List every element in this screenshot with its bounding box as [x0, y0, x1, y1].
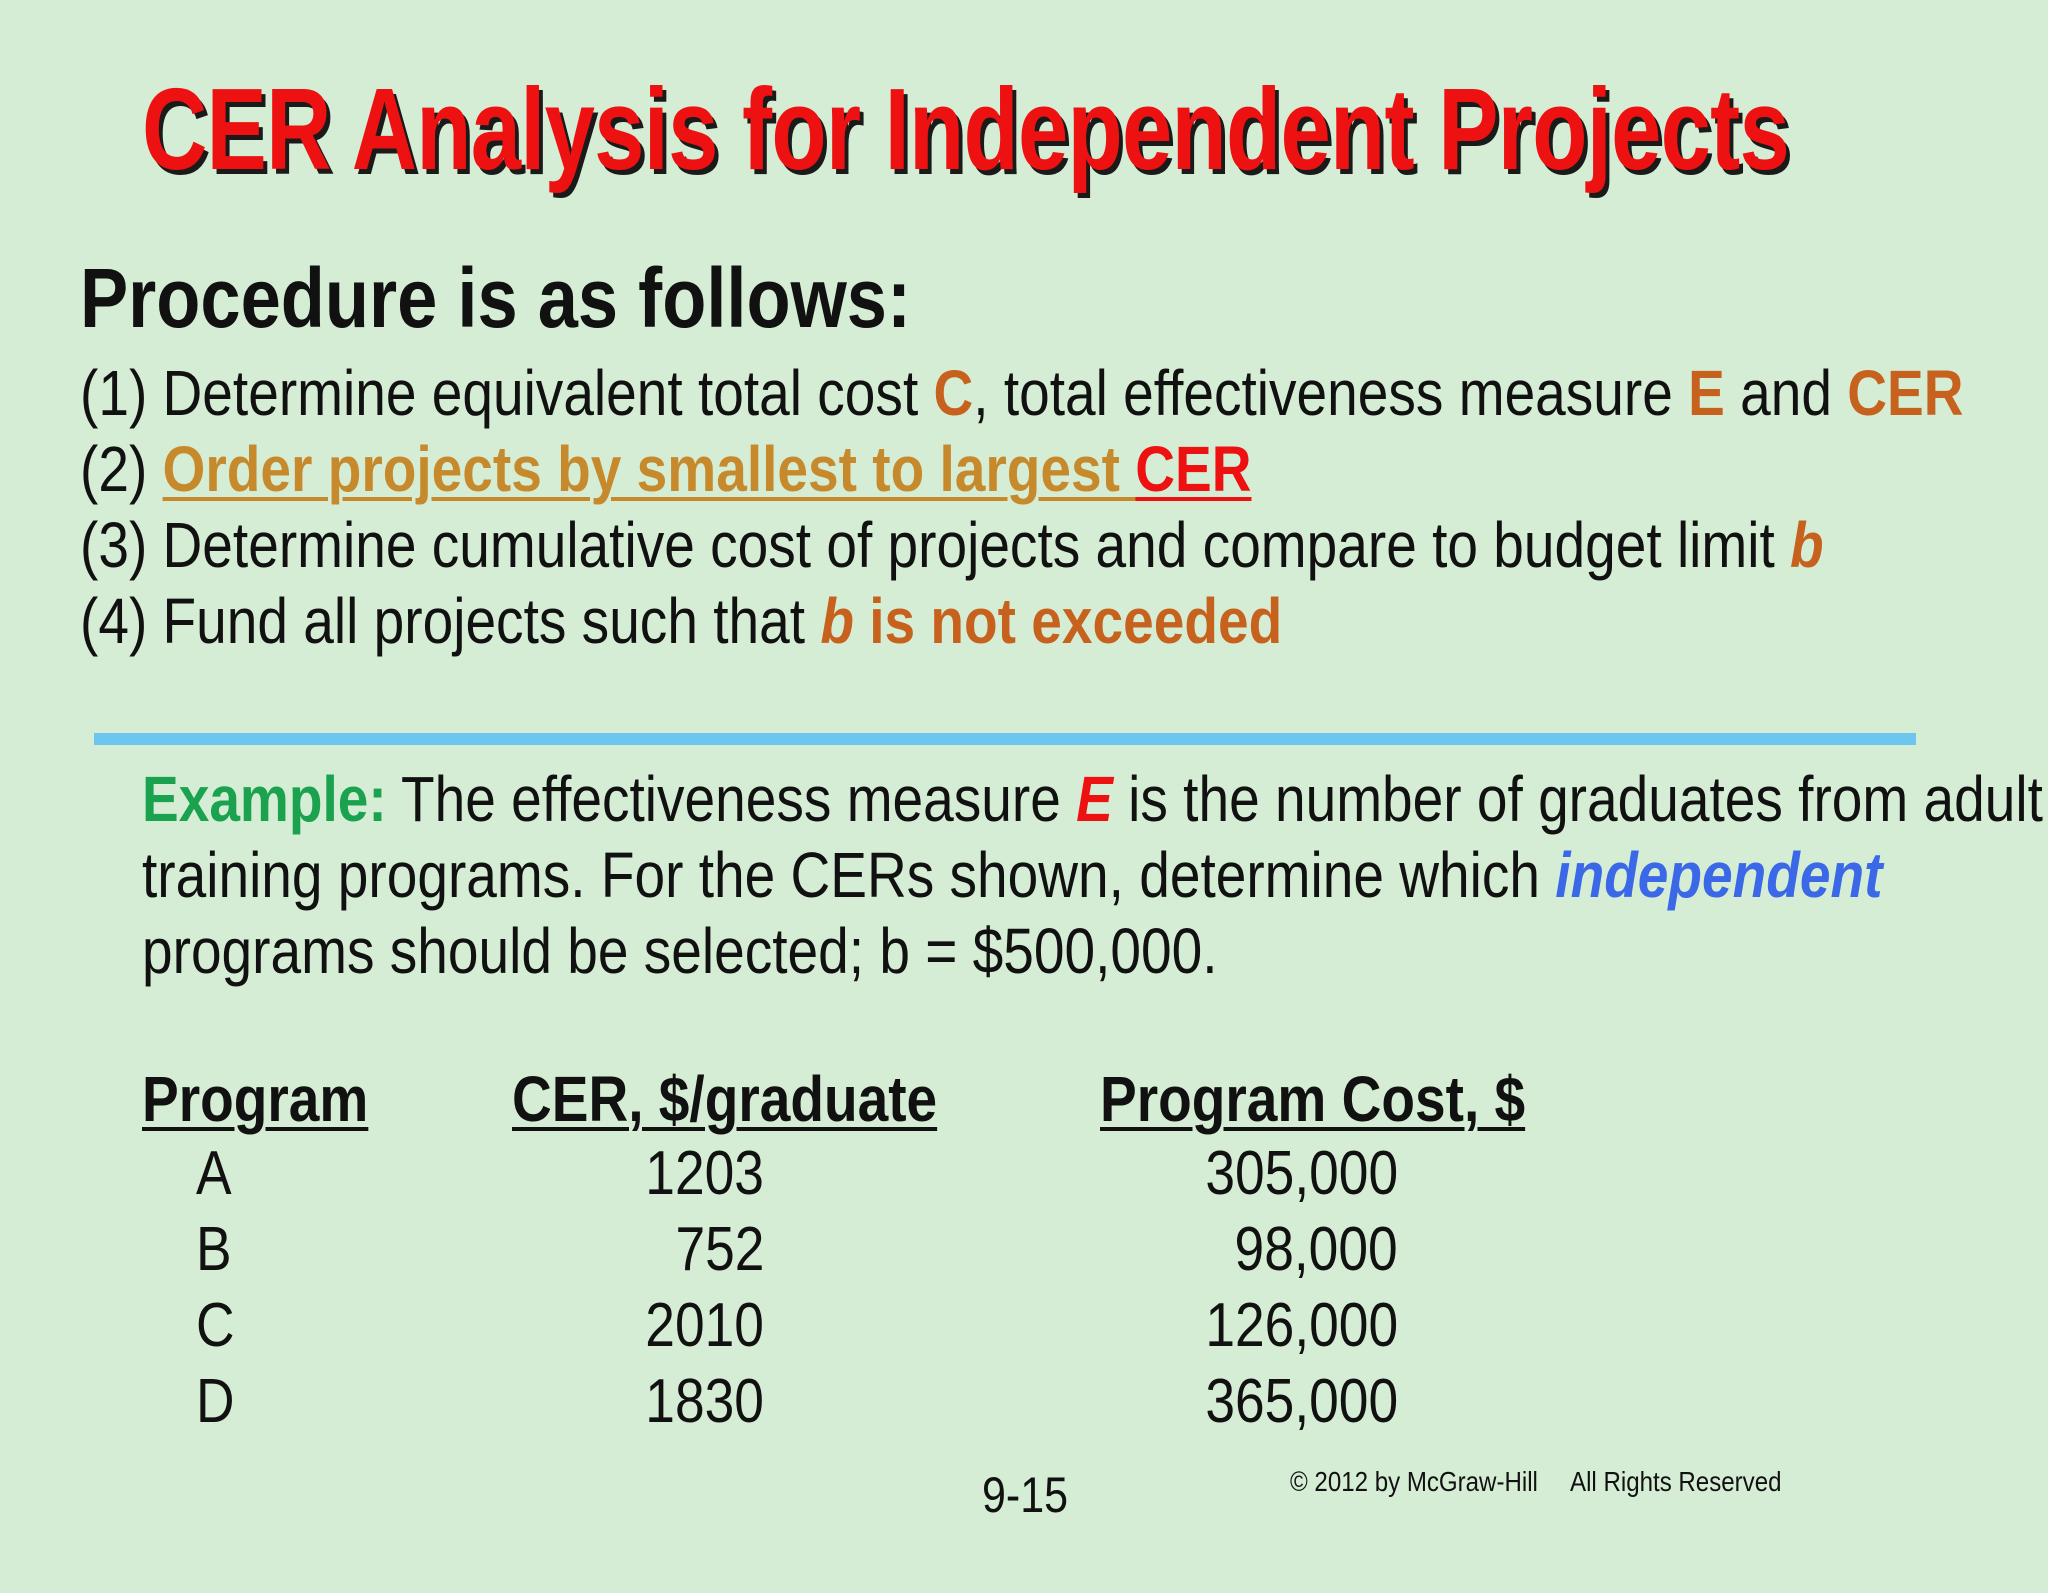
step-2-underlined-text: Order projects by smallest to largest: [162, 433, 1136, 505]
example-label: Example:: [142, 763, 387, 835]
example-line-2: [142, 838, 1882, 912]
procedure-step-4: [80, 584, 1282, 658]
copyright-notice: © 2012 by McGraw-Hill All Rights Reserved: [1290, 1466, 1782, 1497]
example-line-1-b: is the number of graduates from adult: [1112, 763, 2043, 835]
example-line-2-text: training programs. For the CERs shown, determine which: [142, 839, 1556, 911]
table-cell-cost: 98,000: [1234, 1215, 1398, 1284]
table-cell-cer: 1203: [645, 1139, 764, 1208]
table-header-cost: Program Cost, $: [1100, 1063, 1526, 1135]
step-2-cer-term: CER: [1135, 433, 1252, 505]
table-cell-cost: 305,000: [1205, 1139, 1398, 1208]
procedure-heading: Procedure is as follows:: [80, 251, 912, 345]
step-3-text: (3) Determine cumulative cost of projects and compare to budget limit: [80, 509, 1791, 581]
table-cell-cer: 2010: [645, 1291, 764, 1360]
example-independent-term: independent: [1555, 839, 1883, 911]
step-1-and-text: and: [1724, 357, 1848, 429]
step-4-budget-symbol: b: [820, 585, 854, 657]
table-cell-program: C: [196, 1291, 235, 1360]
table-cell-cost: 365,000: [1205, 1367, 1398, 1436]
procedure-step-1: [80, 356, 1963, 430]
table-header-cer: CER, $/graduate: [512, 1063, 938, 1135]
page-number: 9-15: [982, 1467, 1069, 1523]
procedure-step-3: [80, 508, 1824, 582]
step-4-text: (4) Fund all projects such that: [80, 585, 821, 657]
slide-title: CER Analysis for Independent Projects: [142, 64, 1790, 194]
step-1-mid-text: , total effectiveness measure: [973, 357, 1689, 429]
step-3-budget-symbol: b: [1790, 509, 1824, 581]
table-cell-program: A: [196, 1139, 232, 1208]
example-line-3: programs should be selected; b = $500,000.: [142, 915, 1218, 987]
example-line-1: [142, 762, 2043, 836]
step-1-cost-symbol: C: [933, 357, 974, 429]
step-1-text: (1) Determine equivalent total cost: [80, 357, 934, 429]
example-line-1-a: The effectiveness measure: [386, 763, 1077, 835]
table-header-program: Program: [142, 1063, 369, 1135]
table-cell-cer: 1830: [645, 1367, 764, 1436]
step-2-number: (2): [80, 433, 163, 505]
table-cell-program: B: [196, 1215, 232, 1284]
step-1-cer-term: CER: [1847, 357, 1964, 429]
section-divider: [94, 733, 1916, 745]
table-cell-cost: 126,000: [1205, 1291, 1398, 1360]
table-cell-program: D: [196, 1367, 235, 1436]
table-cell-cer: 752: [675, 1215, 764, 1284]
step-1-effectiveness-symbol: E: [1688, 357, 1725, 429]
example-effectiveness-symbol: E: [1076, 763, 1113, 835]
procedure-step-2: [80, 432, 1251, 506]
step-4-suffix: is not exceeded: [853, 585, 1283, 657]
